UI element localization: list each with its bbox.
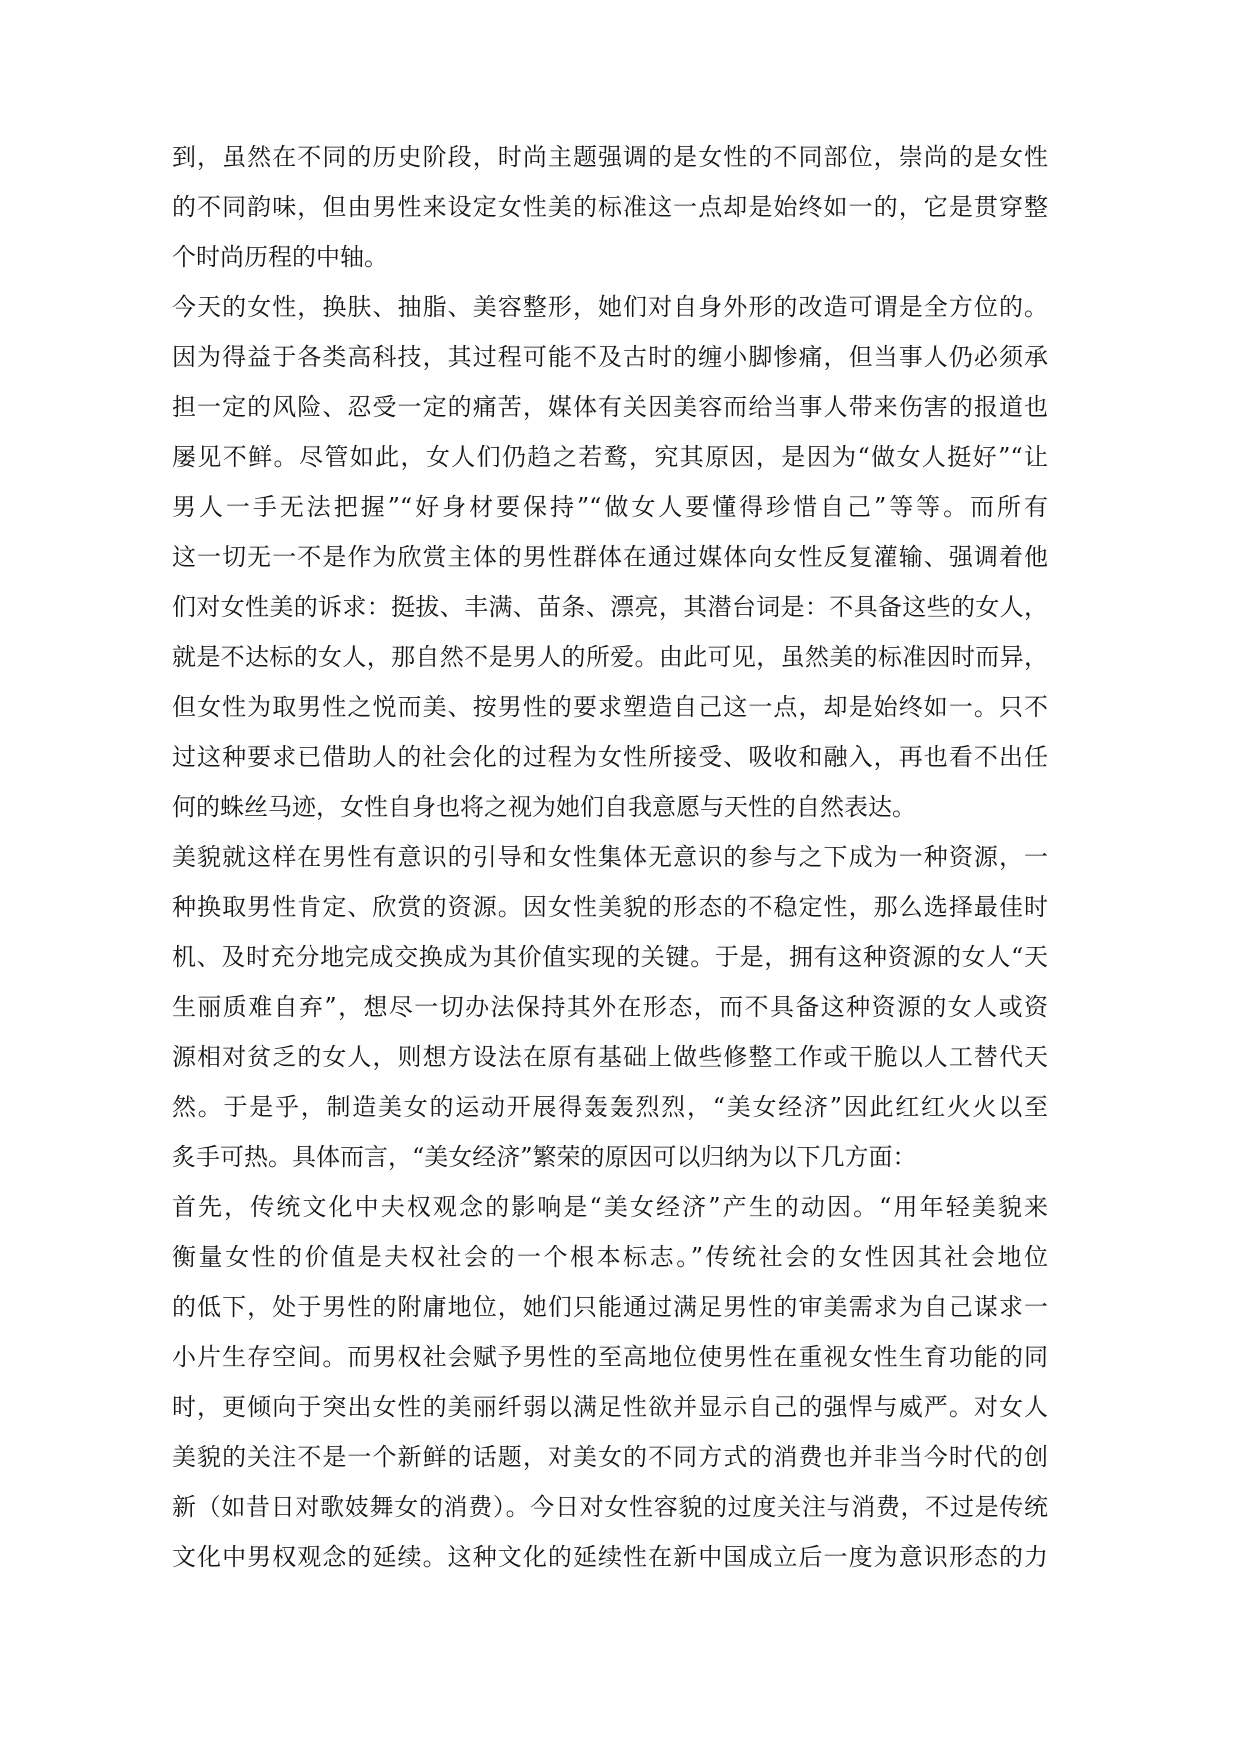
text-line: 美貌的关注不是一个新鲜的话题，对美女的不同方式的消费也并非当今时代的创 [172,1443,1048,1471]
text-line: 首先，传统文化中夫权观念的影响是“美女经济”产生的动因。“用年轻美貌来 [172,1193,1048,1221]
text-line: 们对女性美的诉求：挺拔、丰满、苗条、漂亮，其潜台词是：不具备这些的女人， [172,593,1048,621]
text-line: 美貌就这样在男性有意识的引导和女性集体无意识的参与之下成为一种资源，一 [172,843,1048,871]
text-line: 今天的女性，换肤、抽脂、美容整形，她们对自身外形的改造可谓是全方位的。 [172,293,1048,321]
text-line: 生丽质难自弃”，想尽一切办法保持其外在形态，而不具备这种资源的女人或资 [172,993,1048,1021]
paragraph [172,1182,1048,1582]
text-line: 时，更倾向于突出女性的美丽纤弱以满足性欲并显示自己的强悍与威严。对女人 [172,1393,1048,1421]
text-line: 衡量女性的价值是夫权社会的一个根本标志。”传统社会的女性因其社会地位 [172,1243,1048,1271]
text-line: 男人一手无法把握”“好身材要保持”“做女人要懂得珍惜自己”等等。而所有 [172,493,1048,521]
text-line: 小片生存空间。而男权社会赋予男性的至高地位使男性在重视女性生育功能的同 [172,1343,1048,1371]
text-line: 源相对贫乏的女人，则想方设法在原有基础上做些修整工作或干脆以人工替代天 [172,1043,1048,1071]
text-line: 的低下，处于男性的附庸地位，她们只能通过满足男性的审美需求为自己谋求一 [172,1293,1048,1321]
text-line: 屡见不鲜。尽管如此，女人们仍趋之若鹜，究其原因，是因为“做女人挺好”“让 [172,443,1048,471]
text-line: 新（如昔日对歌妓舞女的消费）。今日对女性容貌的过度关注与消费，不过是传统 [172,1493,1048,1521]
text-line: 个时尚历程的中轴。 [172,243,388,271]
paragraph [172,132,1048,282]
text-line: 因为得益于各类高科技，其过程可能不及古时的缠小脚惨痛，但当事人仍必须承 [172,343,1048,371]
text-line: 然。于是乎，制造美女的运动开展得轰轰烈烈，“美女经济”因此红红火火以至 [172,1093,1048,1121]
text-line: 这一切无一不是作为欣赏主体的男性群体在通过媒体向女性反复灌输、强调着他 [172,543,1048,571]
text-line: 种换取男性肯定、欣赏的资源。因女性美貌的形态的不稳定性，那么选择最佳时 [172,893,1048,921]
text-line: 的不同韵味，但由男性来设定女性美的标准这一点却是始终如一的，它是贯穿整 [172,193,1048,221]
text-line: 炙手可热。具体而言，“美女经济”繁荣的原因可以归纳为以下几方面： [172,1143,917,1171]
text-line: 过这种要求已借助人的社会化的过程为女性所接受、吸收和融入，再也看不出任 [172,743,1048,771]
text-body [172,132,1048,1582]
text-line: 到，虽然在不同的历史阶段，时尚主题强调的是女性的不同部位，崇尚的是女性 [172,143,1048,171]
text-line: 担一定的风险、忍受一定的痛苦，媒体有关因美容而给当事人带来伤害的报道也 [172,393,1048,421]
paragraph [172,282,1048,832]
paragraph [172,832,1048,1182]
text-line: 何的蛛丝马迹，女性自身也将之视为她们自我意愿与天性的自然表达。 [172,793,916,821]
text-line: 机、及时充分地完成交换成为其价值实现的关键。于是，拥有这种资源的女人“天 [172,943,1048,971]
text-line: 文化中男权观念的延续。这种文化的延续性在新中国成立后一度为意识形态的力 [172,1543,1048,1571]
text-line: 就是不达标的女人，那自然不是男人的所爱。由此可见，虽然美的标准因时而异， [172,643,1048,671]
text-line: 但女性为取男性之悦而美、按男性的要求塑造自己这一点，却是始终如一。只不 [172,693,1048,721]
